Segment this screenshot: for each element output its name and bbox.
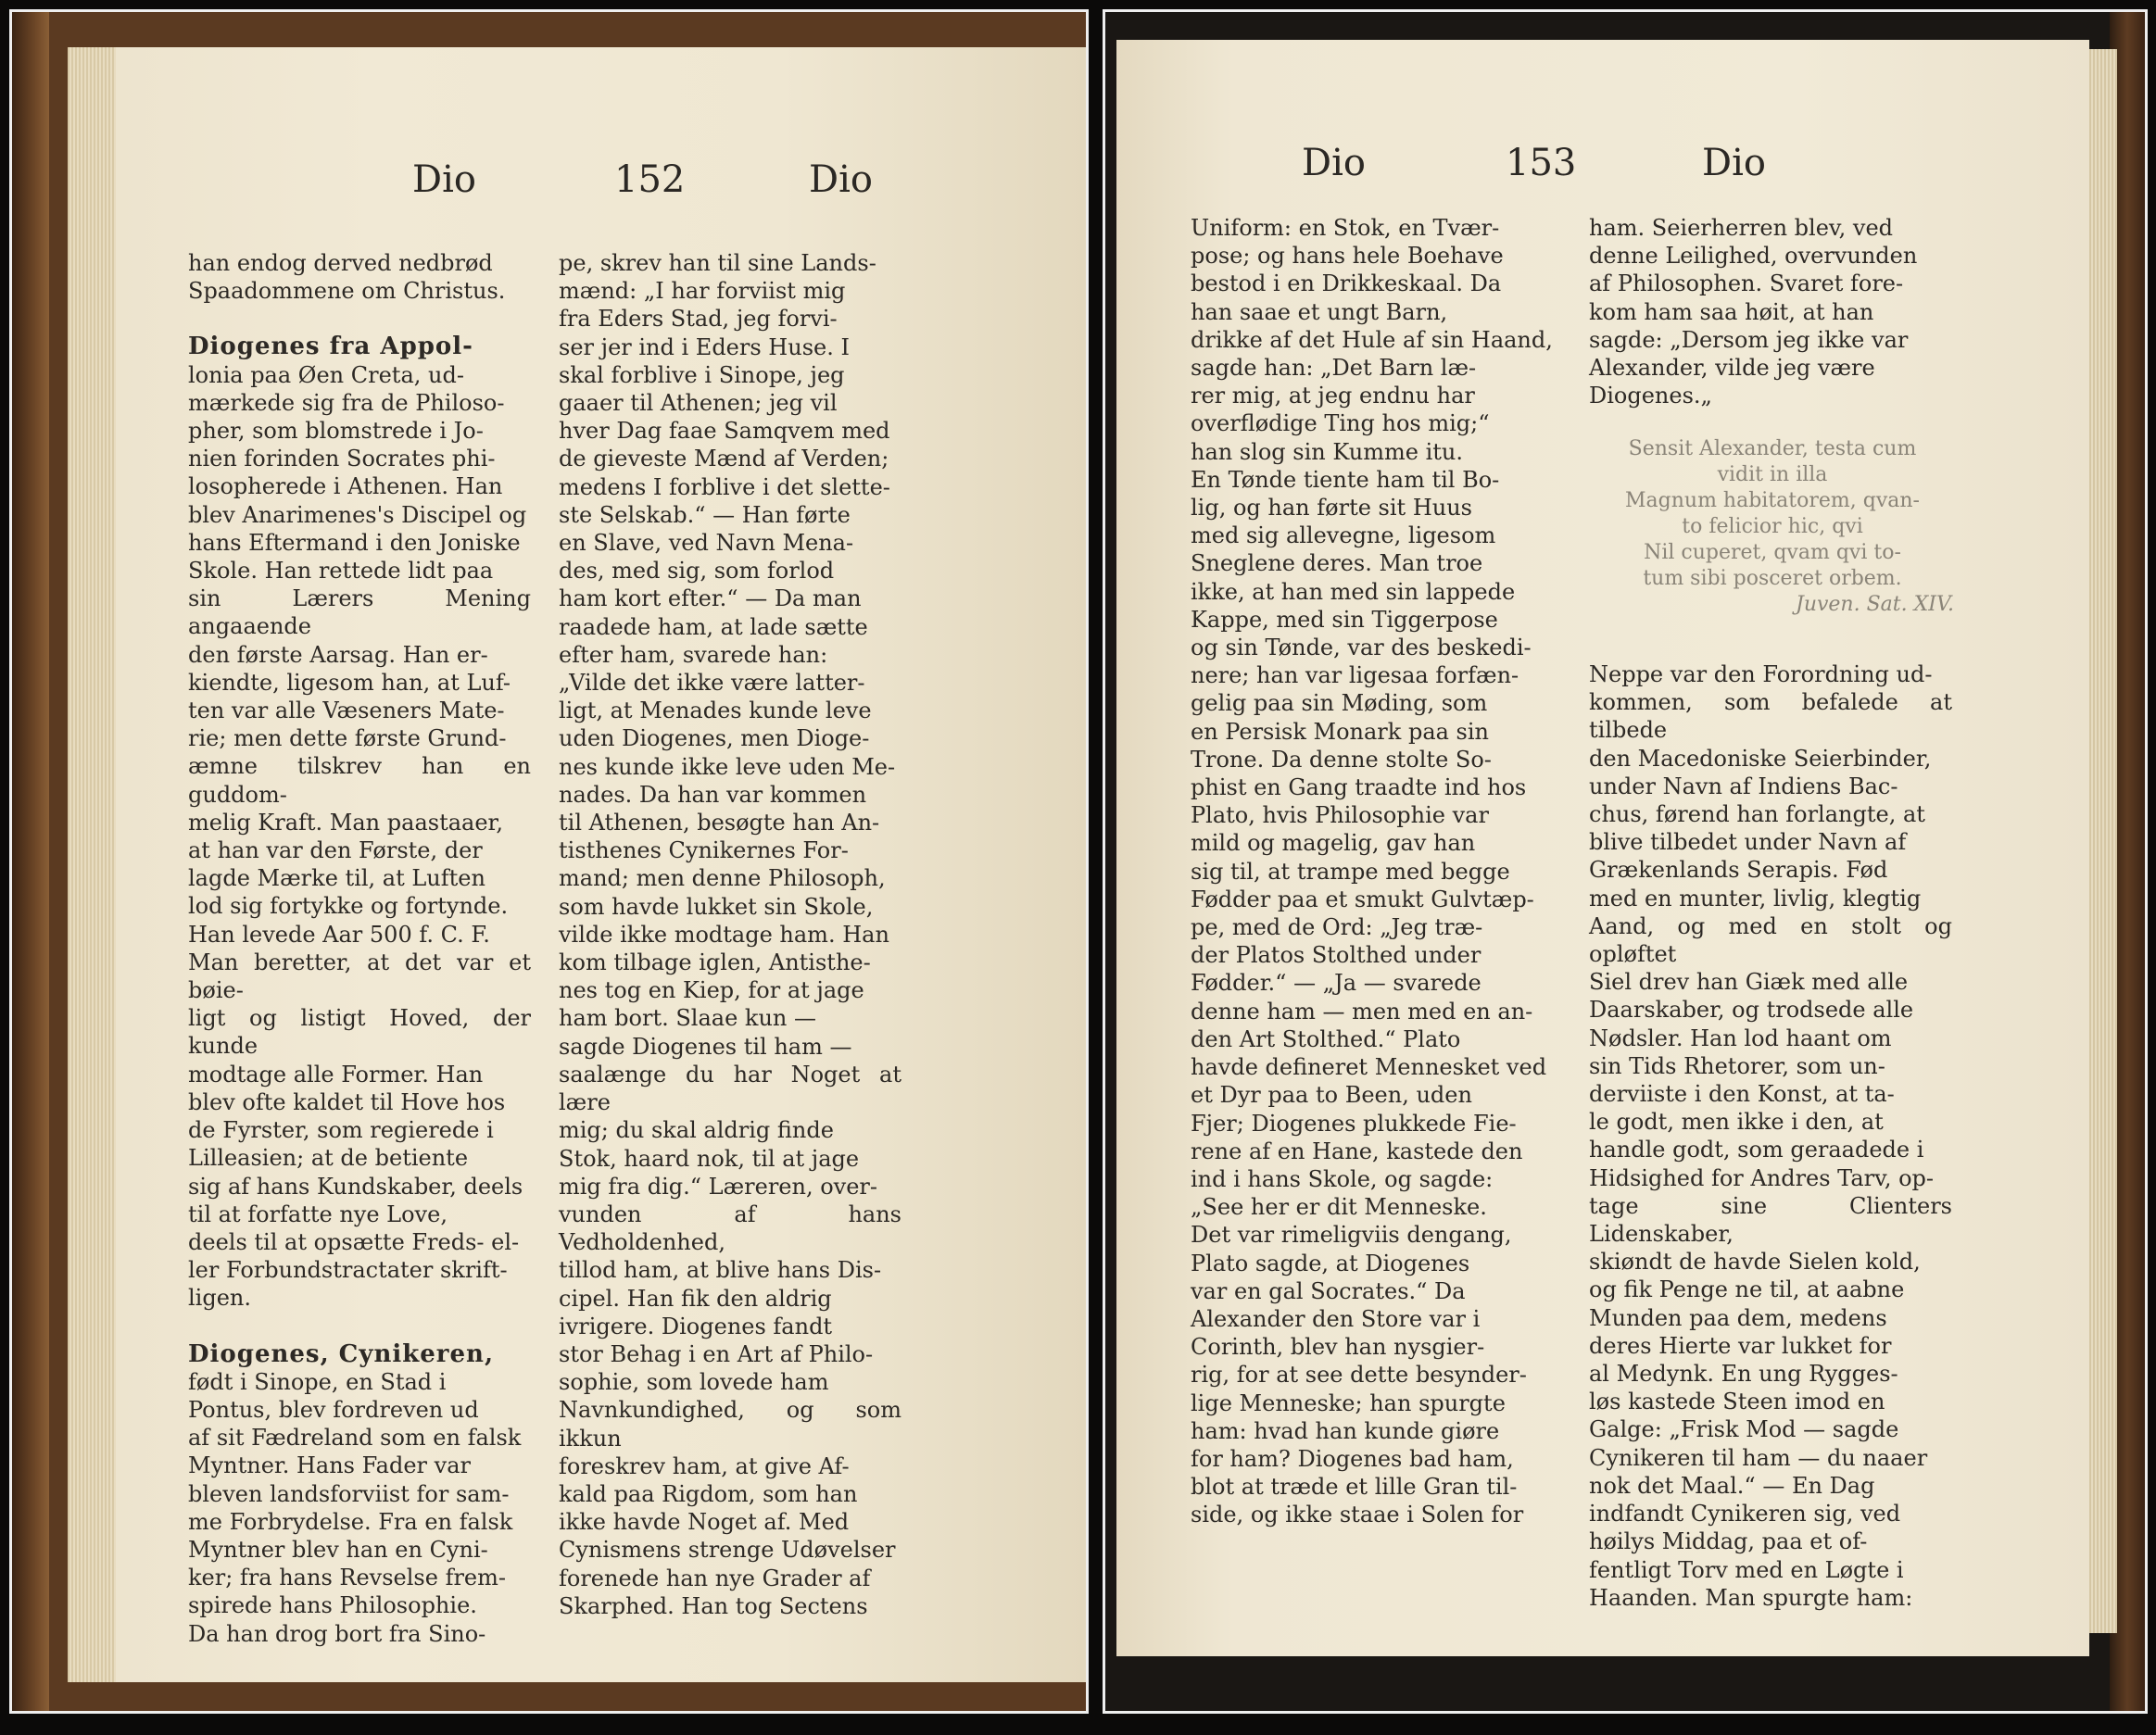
header-right-word: Dio	[809, 158, 873, 201]
text-line: med sig allevegne, ligesom	[1191, 522, 1496, 549]
text-line: Hidsighed for Andres Tarv, op-	[1589, 1164, 1934, 1191]
text-line: derviiste i den Konst, at ta-	[1589, 1081, 1895, 1108]
text-line: ler Forbundstractater skrift-	[188, 1257, 508, 1284]
text-line: pe, skrev han til sine Lands-	[559, 250, 876, 276]
text-line: mand; men denne Philosoph,	[559, 865, 886, 892]
text-line: de gieveste Mænd af Verden;	[559, 446, 889, 472]
text-line: Diogenes, Cynikeren,	[188, 1339, 495, 1368]
text-line: han endog derved nedbrød	[188, 250, 493, 276]
text-line: ligt, at Menades kunde leve	[559, 698, 872, 724]
page-153	[1116, 40, 2089, 1656]
text-line: mig fra dig.“ Læreren, over-	[559, 1173, 878, 1200]
text-line: af sit Fædreland som en falsk	[188, 1425, 522, 1452]
text-line: blot at træde et lille Gran til-	[1191, 1474, 1518, 1501]
text-line: han saae et ungt Barn,	[1191, 298, 1448, 325]
text-line: havde defineret Mennesket ved	[1191, 1054, 1547, 1081]
text-line: deels til at opsætte Freds- el-	[188, 1228, 520, 1255]
text-line: fra Eders Stad, jeg forvi-	[559, 306, 838, 333]
text-line: me Forbrydelse. Fra en falsk	[188, 1508, 513, 1535]
text-line: mærkede sig fra de Philoso-	[188, 389, 505, 416]
text-line: melig Kraft. Man paastaaer,	[188, 809, 503, 836]
quote-line: Nil cuperet, qvam qvi to-	[1644, 541, 1901, 564]
text-line: Spaadommene om Christus.	[188, 278, 506, 305]
text-line: og fik Penge ne til, at aabne	[1589, 1276, 1905, 1303]
text-line: gelig paa sin Møding, som	[1191, 690, 1488, 717]
quote-source: Juven. Sat. XIV.	[1796, 593, 1954, 616]
quote-line: tum sibi posceret orbem.	[1643, 567, 1902, 590]
text-line: Cynikeren til ham — du naaer	[1589, 1444, 1928, 1471]
text-line: medens I forblive i det slette-	[559, 473, 890, 500]
text-line: af Philosophen. Svaret fore-	[1589, 270, 1904, 297]
text-line: Kappe, med sin Tiggerpose	[1191, 606, 1498, 633]
text-line: for ham? Diogenes bad ham,	[1191, 1445, 1514, 1472]
quote-line: vidit in illa	[1717, 463, 1828, 486]
text-line: Grækenlands Serapis. Fød	[1589, 857, 1888, 884]
text-line: ham bort. Slaae kun —	[559, 1005, 816, 1032]
text-line: tisthenes Cynikernes For-	[559, 837, 849, 864]
text-line: fentligt Torv med en Løgte i	[1589, 1556, 1904, 1583]
text-line: hver Dag faae Samqvem med	[559, 418, 890, 445]
text-line: efter ham, svarede han:	[559, 641, 828, 668]
latin-quotation	[1591, 436, 1954, 618]
text-line: rene af en Hane, kastede den	[1191, 1138, 1523, 1164]
text-line: blev Anarimenes's Discipel og	[188, 501, 527, 528]
text-line: des, med sig, som forlod	[559, 558, 835, 585]
right-page-column-2-top	[1589, 214, 1952, 409]
page-edges-left	[68, 47, 116, 1682]
text-line: en Slave, ved Navn Mena-	[559, 530, 854, 557]
text-line: Munden paa dem, medens	[1589, 1304, 1887, 1331]
text-line: Myntner blev han en Cyni-	[188, 1536, 488, 1563]
paragraph-gap	[188, 305, 531, 333]
right-page-column-1	[1191, 214, 1561, 1529]
text-line: med en munter, livlig, klegtig	[1589, 885, 1922, 912]
text-line: Diogenes fra Appol-	[188, 333, 473, 361]
text-line: sophie, som lovede ham	[559, 1369, 829, 1396]
text-line: lonia paa Øen Creta, ud-	[188, 361, 464, 388]
quote-line: to felicior hic, qvi	[1682, 515, 1863, 538]
text-line: uden Diogenes, men Dioge-	[559, 725, 870, 752]
text-line: vunden af hans Vedholdenhed,	[559, 1201, 901, 1256]
text-line: hans Eftermand i den Joniske	[188, 529, 521, 556]
text-line: gaaer til Athenen; jeg vil	[559, 390, 838, 417]
text-line: en Persisk Monark paa sin	[1191, 718, 1490, 745]
text-line: lagde Mærke til, at Luften	[188, 865, 485, 892]
text-line: side, og ikke staae i Solen for	[1191, 1502, 1524, 1528]
text-line: deres Hierte var lukket for	[1589, 1332, 1892, 1359]
text-line: rig, for at see dette besynder-	[1191, 1362, 1527, 1389]
text-line: pe, med de Ord: „Jeg træ-	[1191, 914, 1483, 941]
text-line: og sin Tønde, var des beskedi-	[1191, 635, 1532, 661]
text-line: ikke, at han med sin lappede	[1191, 578, 1516, 605]
text-line: saalænge du har Noget at lære	[559, 1061, 901, 1116]
text-line: sig af hans Kundskaber, deels	[188, 1173, 523, 1200]
text-line: mænd: „I har forviist mig	[559, 278, 846, 305]
text-line: ivrigere. Diogenes fandt	[559, 1313, 833, 1339]
page-number-152: 152	[614, 158, 686, 201]
text-line: Stok, haard nok, til at jage	[559, 1145, 860, 1172]
header-right-word: Dio	[1702, 142, 1766, 184]
text-line: Navnkundighed, og som ikkun	[559, 1397, 901, 1452]
text-line: nok det Maal.“ — En Dag	[1589, 1472, 1875, 1499]
text-line: Man beretter, at det var et bøie-	[188, 949, 531, 1004]
text-line: løs kastede Steen imod en	[1589, 1389, 1885, 1415]
page-edges-right	[2089, 49, 2117, 1633]
text-line: kom tilbage iglen, Antisthe-	[559, 949, 871, 976]
text-line: cipel. Han fik den aldrig	[559, 1285, 832, 1312]
text-line: mild og magelig, gav han	[1191, 830, 1476, 857]
text-line: Plato, hvis Philosophie var	[1191, 802, 1489, 829]
text-line: at han var den Første, der	[188, 837, 483, 864]
text-line: rer mig, at jeg endnu har	[1191, 383, 1475, 409]
left-page-scan	[9, 9, 1089, 1714]
text-line: blev ofte kaldet til Hove hos	[188, 1088, 506, 1115]
text-line: Skole. Han rettede lidt paa	[188, 558, 494, 585]
text-line: Skarphed. Han tog Sectens	[559, 1592, 868, 1619]
text-line: skiøndt de havde Sielen kold,	[1589, 1249, 1921, 1276]
header-left-word: Dio	[1302, 142, 1366, 184]
text-line: al Medynk. En ung Rygges-	[1589, 1361, 1898, 1388]
text-line: chus, førend han forlangte, at	[1589, 801, 1925, 828]
text-line: tage sine Clienters Lidenskaber,	[1589, 1192, 1952, 1248]
text-line: Myntner. Hans Fader var	[188, 1452, 471, 1479]
text-line: født i Sinope, en Stad i	[188, 1368, 447, 1395]
text-line: ligt og listigt Hoved, der kunde	[188, 1005, 531, 1060]
text-line: sin Tids Rhetorer, som un-	[1589, 1052, 1885, 1079]
text-line: Pontus, blev fordreven ud	[188, 1396, 479, 1423]
text-line: tillod ham, at blive hans Dis-	[559, 1257, 882, 1284]
text-line: drikke af det Hule af sin Haand,	[1191, 326, 1553, 353]
text-line: kiendte, ligesom han, at Luf-	[188, 669, 511, 696]
text-line: Da han drog bort fra Sino-	[188, 1620, 486, 1647]
text-line: Lilleasien; at de betiente	[188, 1145, 469, 1172]
text-line: ham: hvad han kunde giøre	[1191, 1417, 1500, 1444]
text-line: phist en Gang traadte ind hos	[1191, 774, 1527, 801]
page-header-right	[1116, 142, 2089, 207]
text-line: var en gal Socrates.“ Da	[1191, 1277, 1466, 1304]
text-line: til at forfatte nye Love,	[188, 1201, 448, 1227]
text-line: pose; og hans hele Boehave	[1191, 243, 1504, 270]
text-line: ham kort efter.“ — Da man	[559, 585, 862, 612]
left-page-column-2	[559, 249, 901, 1620]
text-line: ser jer ind i Eders Huse. I	[559, 333, 850, 360]
text-line: bleven landsforviist for sam-	[188, 1480, 510, 1507]
right-page-scan	[1103, 9, 2148, 1714]
text-line: æmne tilskrev han en guddom-	[188, 753, 531, 808]
text-line: lige Menneske; han spurgte	[1191, 1389, 1506, 1416]
text-line: denne Leilighed, overvunden	[1589, 243, 1918, 270]
text-line: Siel drev han Giæk med alle	[1589, 969, 1909, 996]
text-line: pher, som blomstrede i Jo-	[188, 418, 484, 445]
text-line: ten var alle Væseners Mate-	[188, 698, 505, 724]
text-line: Fjer; Diogenes plukkede Fie-	[1191, 1110, 1517, 1137]
text-line: kald paa Rigdom, som han	[559, 1480, 858, 1507]
text-line: under Navn af Indiens Bac-	[1589, 773, 1898, 799]
text-line: Cynismens strenge Udøvelser	[559, 1537, 896, 1564]
text-line: Nødsler. Han lod haant om	[1589, 1025, 1892, 1051]
text-line: lig, og han førte sit Huus	[1191, 495, 1472, 522]
text-line: kom ham saa høit, at han	[1589, 298, 1874, 325]
text-line: Diogenes.„	[1589, 383, 1712, 409]
text-line: Trone. Da denne stolte So-	[1191, 746, 1492, 773]
text-line: som havde lukket sin Skole,	[559, 893, 874, 920]
right-page-column-2-bottom	[1589, 660, 1952, 1612]
text-line: handle godt, som geraadede i	[1589, 1137, 1924, 1163]
text-line: den Macedoniske Seierbinder,	[1589, 745, 1932, 772]
text-line: Uniform: en Stok, en Tvær-	[1191, 215, 1500, 241]
text-line: losopherede i Athenen. Han	[188, 473, 503, 500]
page-header-left	[68, 158, 1087, 223]
text-line: nere; han var ligesaa forfæn-	[1191, 662, 1519, 689]
text-line: „Vilde det ikke være latter-	[559, 670, 865, 697]
text-line: ikke havde Noget af. Med	[559, 1509, 850, 1536]
text-line: sagde han: „Det Barn læ-	[1191, 355, 1477, 382]
text-line: Galge: „Frisk Mod — sagde	[1589, 1416, 1899, 1443]
text-line: de Fyrster, som regierede i	[188, 1117, 494, 1144]
text-line: Corinth, blev han nysgier-	[1191, 1334, 1485, 1361]
text-line: den Art Stolthed.“ Plato	[1191, 1025, 1461, 1052]
text-line: ind i hans Skole, og sagde:	[1191, 1165, 1494, 1192]
text-line: Det var rimeligviis dengang,	[1191, 1222, 1512, 1249]
quote-line: Magnum habitatorem, qvan-	[1625, 489, 1920, 512]
text-line: nien forinden Socrates phi-	[188, 446, 496, 472]
text-line: spirede hans Philosophie.	[188, 1592, 477, 1619]
text-line: han slog sin Kumme itu.	[1191, 438, 1463, 465]
text-line: indfandt Cynikeren sig, ved	[1589, 1501, 1901, 1528]
text-line: sagde Diogenes til ham —	[559, 1033, 852, 1060]
text-line: der Platos Stolthed under	[1191, 942, 1481, 969]
text-line: mig; du skal aldrig finde	[559, 1117, 834, 1144]
text-line: Alexander den Store var i	[1191, 1305, 1481, 1332]
text-line: skal forblive i Sinope, jeg	[559, 361, 845, 388]
text-line: til Athenen, besøgte han An-	[559, 810, 880, 836]
text-line: Alexander, vilde jeg være	[1589, 355, 1875, 382]
text-line: raadede ham, at lade sætte	[559, 613, 868, 640]
text-line: overflødige Ting hos mig;“	[1191, 410, 1490, 437]
text-line: forenede han nye Grader af	[559, 1565, 871, 1591]
text-line: Fødder.“ — „Ja — svarede	[1191, 970, 1481, 997]
text-line: Neppe var den Forordning ud-	[1589, 661, 1933, 687]
text-line: Aand, og med en stolt og opløftet	[1589, 912, 1952, 968]
text-line: sagde: „Dersom jeg ikke var	[1589, 326, 1909, 353]
text-line: Han levede Aar 500 f. C. F.	[188, 921, 490, 948]
text-line: kommen, som befalede at tilbede	[1589, 689, 1952, 744]
text-line: Haanden. Man spurgte ham:	[1589, 1584, 1913, 1611]
page-152	[68, 47, 1087, 1682]
paragraph-gap	[188, 1313, 531, 1340]
text-line: ste Selskab.“ — Han førte	[559, 501, 851, 528]
text-line: En Tønde tiente ham til Bo-	[1191, 466, 1500, 493]
text-line: sin Lærers Mening angaaende	[188, 585, 531, 640]
text-line: Plato sagde, at Diogenes	[1191, 1250, 1470, 1276]
text-line: nes tog en Kiep, for at jage	[559, 977, 864, 1004]
text-line: et Dyr paa to Been, uden	[1191, 1082, 1472, 1109]
text-line: sig til, at trampe med begge	[1191, 858, 1510, 885]
text-line: bestod i en Drikkeskaal. Da	[1191, 270, 1502, 297]
text-line: nes kunde ikke leve uden Me-	[559, 753, 896, 780]
page-number-153: 153	[1506, 142, 1577, 184]
text-line: Daarskaber, og trodsede alle	[1589, 997, 1914, 1024]
quote-line: Sensit Alexander, testa cum	[1628, 437, 1917, 460]
text-line: høilys Middag, paa et of-	[1589, 1528, 1868, 1555]
text-line: le godt, men ikke i den, at	[1589, 1109, 1884, 1136]
text-line: foreskrev ham, at give Af-	[559, 1452, 850, 1479]
left-page-column-1	[188, 249, 531, 1648]
text-line: stor Behag i en Art af Philo-	[559, 1340, 874, 1367]
text-line: denne ham — men med en an-	[1191, 998, 1533, 1025]
text-line: vilde ikke modtage ham. Han	[559, 921, 889, 948]
text-line: ker; fra hans Revselse frem-	[188, 1565, 506, 1591]
text-line: lod sig fortykke og fortynde.	[188, 893, 509, 920]
text-line: rie; men dette første Grund-	[188, 725, 507, 752]
text-line: ham. Seierherren blev, ved	[1589, 215, 1894, 241]
header-left-word: Dio	[412, 158, 476, 201]
text-line: modtage alle Former. Han	[188, 1061, 484, 1088]
text-line: ligen.	[188, 1285, 252, 1312]
book-cover-left	[12, 12, 49, 1711]
text-line: „See her er dit Menneske.	[1191, 1194, 1487, 1221]
text-line: Fødder paa et smukt Gulvtæp-	[1191, 886, 1534, 912]
text-line: nades. Da han var kommen	[559, 781, 867, 808]
text-line: blive tilbedet under Navn af	[1589, 829, 1907, 856]
text-line: Sneglene deres. Man troe	[1191, 550, 1483, 577]
text-line: den første Aarsag. Han er-	[188, 641, 488, 668]
